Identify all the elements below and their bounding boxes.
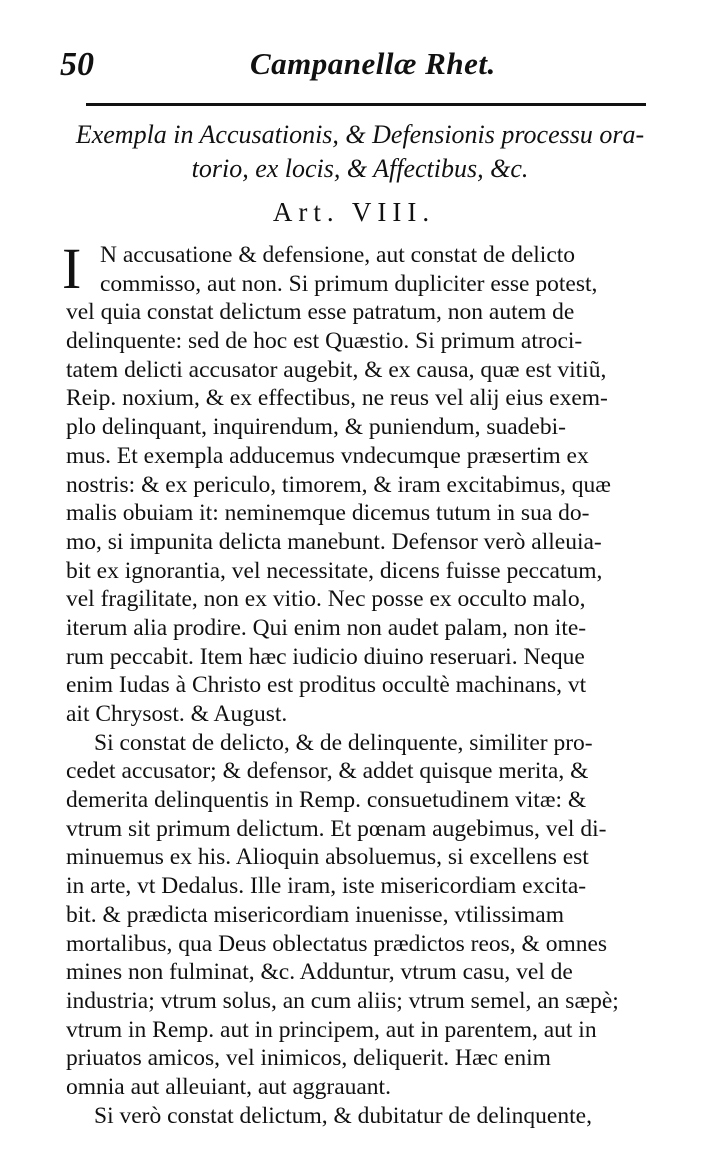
text-line: bit ex ignorantia, vel necessitate, dicens fuisse peccatum, <box>66 557 603 584</box>
running-head <box>60 46 640 86</box>
article-label: Art. VIII. <box>272 197 436 227</box>
text-line: vel fragilitate, non ex vitio. Nec posse ex occulto malo, <box>66 586 586 613</box>
body-text <box>62 236 656 1130</box>
text-line: industria; vtrum solus, an cum aliis; vtrum semel, an sæpè; <box>66 987 619 1014</box>
text-line: malis obuiam it: neminemque dicemus tutum in sua do- <box>66 500 590 527</box>
section-heading <box>70 118 650 186</box>
text-line: ait Chrysost. & August. <box>66 701 288 727</box>
text-line: omnia aut alleuiant, aut aggrauant. <box>66 1073 391 1100</box>
text-line: in arte, vt Dedalus. Ille iram, iste misericordiam excita- <box>66 873 587 900</box>
text-line: vtrum sit primum delictum. Et pœnam augebimus, vel di- <box>66 815 607 842</box>
text-line: bit. & prædicta misericordiam inuenisse, vtilissimam <box>66 901 564 928</box>
text-line: mines non fulminat, &c. Adduntur, vtrum casu, vel de <box>66 959 573 986</box>
running-title: Campanellæ Rhet. <box>250 46 496 81</box>
text-line: Si constat de delicto, & de delinquente, similiter pro- <box>94 729 593 756</box>
header-rule <box>86 103 646 106</box>
text-line: Reip. noxium, & ex effectibus, ne reus vel alij eius exem- <box>66 385 608 412</box>
text-line: plo delinquant, inquirendum, & puniendum, suadebi- <box>66 414 566 441</box>
text-line: commisso, aut non. Si primum dupliciter esse potest, <box>100 270 598 297</box>
text-line: tatem delicti accusator augebit, & ex causa, quæ est vitiũ, <box>66 356 607 383</box>
text-line: nostris: & ex periculo, timorem, & iram excitabimus, quæ <box>66 471 611 498</box>
text-line: minuemus ex his. Alioquin absoluemus, si excellens est <box>66 844 589 871</box>
text-line: mortalibus, qua Deus oblectatus prædictos reos, & omnes <box>66 930 608 957</box>
text-line: mo, si impunita delicta manebunt. Defensor verò alleuia- <box>66 528 602 555</box>
text-line: delinquente: sed de hoc est Quæstio. Si primum atroci- <box>66 328 583 355</box>
text-line: N accusatione & defensione, aut constat de delicto <box>100 242 576 268</box>
text-line: enim Iudas à Christo est proditus occultè machinans, vt <box>66 672 587 699</box>
text-line: demerita delinquentis in Remp. consuetudinem vitæ: & <box>66 787 587 814</box>
text-line: rum peccabit. Item hæc iudicio diuino reseruari. Neque <box>66 643 585 670</box>
section-heading-line-1: Exempla in Accusationis, & Defensionis processu ora- <box>75 120 645 149</box>
text-line: cedet accusator; & defensor, & addet quisque merita, & <box>66 758 589 785</box>
page-number: 50 <box>60 46 94 83</box>
text-line: Si verò constat delictum, & dubitatur de delinquente, <box>94 1102 592 1129</box>
text-line: vtrum in Remp. aut in principem, aut in parentem, aut in <box>66 1016 597 1043</box>
section-heading-line-2: torio, ex locis, & Affectibus, &c. <box>191 154 529 183</box>
text-line: vel quia constat delictum esse patratum, non autem de <box>66 299 575 326</box>
drop-cap: I <box>62 236 82 301</box>
text-line: iterum alia prodire. Qui enim non audet palam, non ite- <box>66 614 587 641</box>
text-line: priuatos amicos, vel inimicos, deliquerit. Hæc enim <box>66 1045 551 1072</box>
text-line: mus. Et exempla adducemus vndecumque præsertim ex <box>66 442 589 469</box>
